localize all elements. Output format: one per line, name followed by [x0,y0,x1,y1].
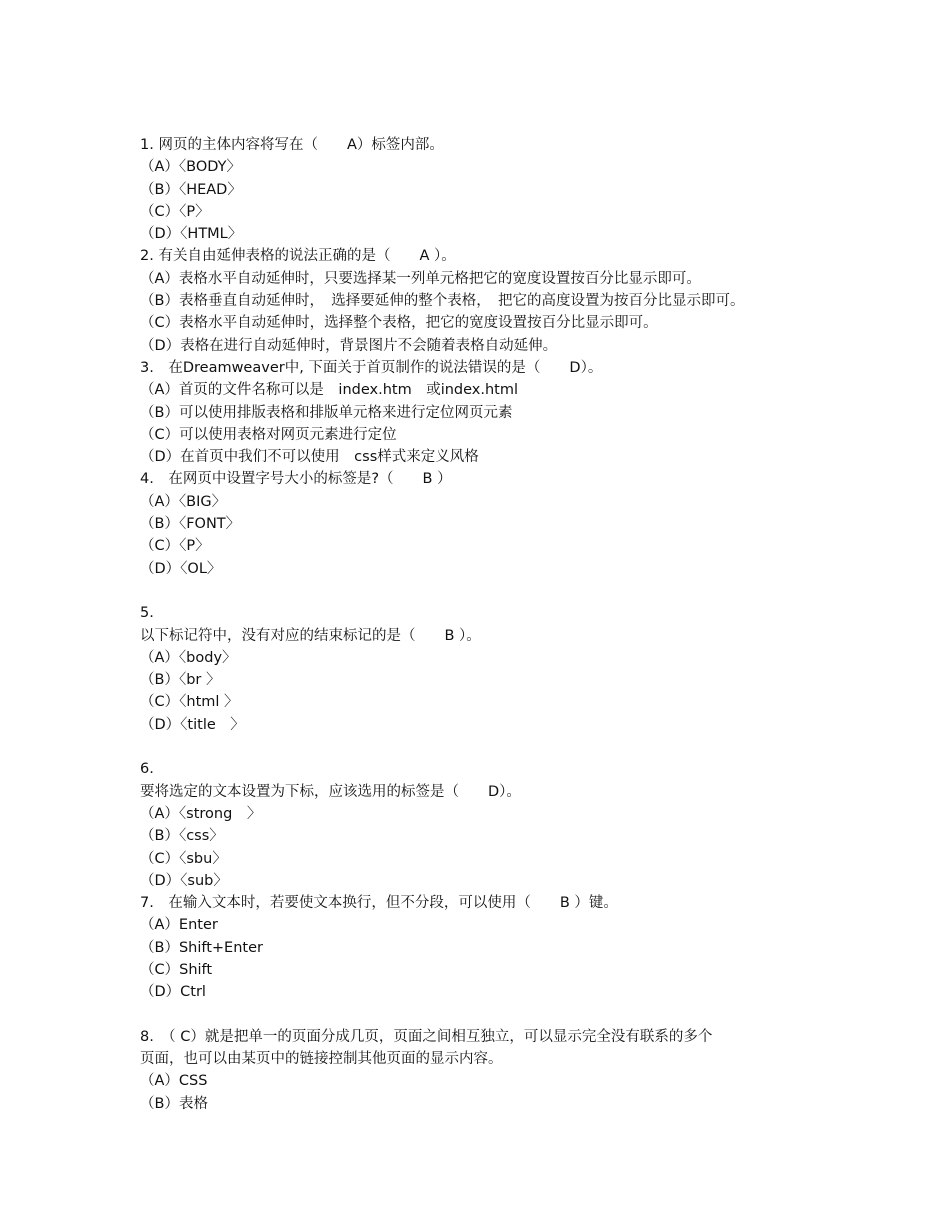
spacer [140,1004,840,1026]
question-6-text: 要将选定的文本设置为下标，应该选用的标签是（ D）。 [140,783,521,800]
question-6-option-d: （D）〈sub〉 [140,872,228,889]
question-8-text-line-2: 页面，也可以由某页中的链接控制其他页面的显示内容。 [140,1051,503,1068]
question-2-option-b: （B）表格垂直自动延伸时， 选择要延伸的整个表格， 把它的高度设置为按百分比显示即可。 [140,293,745,310]
question-2-option-d: （D）表格在进行自动延伸时，背景图片不会随着表格自动延伸。 [140,337,558,354]
question-5-option-a: （A）〈body〉 [140,649,237,666]
question-4-option-d: （D）〈OL〉 [140,560,222,577]
question-5-option-b: （B）〈br 〉 [140,672,221,689]
question-5-option-d: （D）〈title 〉 [140,716,245,733]
question-2-text: 2. 有关自由延伸表格的说法正确的是（ A ）。 [140,248,456,265]
question-7-option-d: （D）Ctrl [140,984,206,1001]
question-6-number: 6. [140,761,154,778]
question-3-option-d: （D）在首页中我们不可以使用 css样式来定义风格 [140,449,479,466]
question-2-option-a: （A）表格水平自动延伸时，只要选择某一列单元格把它的宽度设置按百分比显示即可。 [140,270,701,287]
spacer [140,580,840,602]
question-4-option-a: （A）〈BIG〉 [140,493,227,510]
spacer [140,736,840,758]
question-3-option-a: （A）首页的文件名称可以是 index.htm 或index.html [140,382,519,399]
question-1 [140,134,840,245]
question-6 [140,758,840,892]
question-8-option-a: （A）CSS [140,1073,208,1090]
question-7-text: 7. 在输入文本时，若要使文本换行，但不分段，可以使用（ B ）键。 [140,895,618,912]
question-1-option-c: （C）〈P〉 [140,203,210,220]
question-5-number: 5. [140,605,154,622]
question-7 [140,892,840,1003]
question-1-option-b: （B）〈HEAD〉 [140,181,242,198]
question-5-text: 以下标记符中，没有对应的结束标记的是（ B ）。 [140,627,481,644]
question-5-option-c: （C）〈html 〉 [140,694,239,711]
question-8 [140,1026,840,1115]
question-2-option-c: （C）表格水平自动延伸时，选择整个表格，把它的宽度设置按百分比显示即可。 [140,315,658,332]
question-5 [140,602,840,736]
question-7-option-b: （B）Shift+Enter [140,939,263,956]
question-8-text-line-1: 8. （ C）就是把单一的页面分成几页，页面之间相互独立，可以显示完全没有联系的多个 [140,1028,713,1045]
question-6-option-b: （B）〈css〉 [140,828,224,845]
question-3-option-b: （B）可以使用排版表格和排版单元格来进行定位网页元素 [140,404,513,421]
question-6-option-a: （A）〈strong 〉 [140,805,262,822]
question-2 [140,245,840,356]
question-4 [140,468,840,579]
question-8-option-b: （B）表格 [140,1095,208,1112]
question-1-option-a: （A）〈BODY〉 [140,159,242,176]
question-7-option-a: （A）Enter [140,917,218,934]
question-4-option-c: （C）〈P〉 [140,538,210,555]
question-1-option-d: （D）〈HTML〉 [140,226,243,243]
question-4-text: 4. 在网页中设置字号大小的标签是?（ B ） [140,471,452,488]
question-3 [140,357,840,468]
question-4-option-b: （B）〈FONT〉 [140,516,241,533]
question-7-option-c: （C）Shift [140,961,213,978]
question-1-text: 1. 网页的主体内容将写在（ A）标签内部。 [140,137,444,153]
question-6-option-c: （C）〈sbu〉 [140,850,227,867]
question-3-text: 3. 在Dreamweaver中, 下面关于首页制作的说法错误的是（ D）。 [140,359,603,376]
document-page [140,134,840,1115]
question-3-option-c: （C）可以使用表格对网页元素进行定位 [140,426,397,443]
